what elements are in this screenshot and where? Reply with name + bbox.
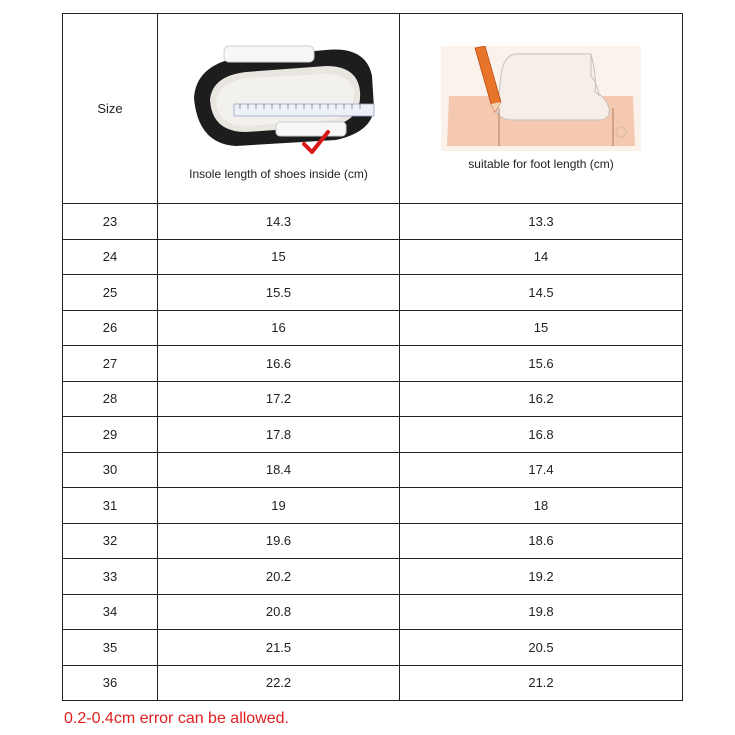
size-cell: 24 <box>63 239 158 275</box>
insole-cell: 18.4 <box>158 452 400 488</box>
size-cell: 30 <box>63 452 158 488</box>
foot-cell: 16.8 <box>400 417 683 453</box>
insole-header-label: Insole length of shoes inside (cm) <box>189 167 368 181</box>
table-row <box>63 488 683 524</box>
size-cell: 34 <box>63 594 158 630</box>
insole-cell: 14.3 <box>158 204 400 240</box>
table-row <box>63 275 683 311</box>
size-cell: 26 <box>63 310 158 346</box>
foot-cell: 17.4 <box>400 452 683 488</box>
insole-cell: 20.2 <box>158 559 400 595</box>
table-row <box>63 630 683 666</box>
foot-header <box>400 14 683 204</box>
shoe-insole-photo <box>176 36 381 161</box>
table-row <box>63 310 683 346</box>
table-row <box>63 523 683 559</box>
foot-cell: 19.2 <box>400 559 683 595</box>
foot-cell: 18.6 <box>400 523 683 559</box>
foot-cell: 13.3 <box>400 204 683 240</box>
size-cell: 29 <box>63 417 158 453</box>
size-chart-table <box>62 13 683 701</box>
table-row <box>63 381 683 417</box>
foot-cell: 16.2 <box>400 381 683 417</box>
insole-cell: 15.5 <box>158 275 400 311</box>
error-tolerance-note: 0.2-0.4cm error can be allowed. <box>64 710 289 727</box>
insole-cell: 19 <box>158 488 400 524</box>
table-row <box>63 559 683 595</box>
size-cell: 23 <box>63 204 158 240</box>
table-row <box>63 417 683 453</box>
table-row <box>63 204 683 240</box>
insole-cell: 19.6 <box>158 523 400 559</box>
size-cell: 27 <box>63 346 158 382</box>
foot-cell: 14.5 <box>400 275 683 311</box>
insole-cell: 20.8 <box>158 594 400 630</box>
insole-cell: 16 <box>158 310 400 346</box>
foot-cell: 15 <box>400 310 683 346</box>
foot-header-label: suitable for foot length (cm) <box>468 157 614 171</box>
size-cell: 33 <box>63 559 158 595</box>
insole-cell: 17.8 <box>158 417 400 453</box>
insole-cell: 22.2 <box>158 665 400 701</box>
insole-header <box>158 14 400 204</box>
size-cell: 35 <box>63 630 158 666</box>
size-header: Size <box>63 14 158 204</box>
foot-measure-illustration <box>441 46 641 151</box>
foot-cell: 20.5 <box>400 630 683 666</box>
table-row <box>63 452 683 488</box>
insole-cell: 17.2 <box>158 381 400 417</box>
size-cell: 36 <box>63 665 158 701</box>
foot-cell: 19.8 <box>400 594 683 630</box>
table-row <box>63 665 683 701</box>
foot-cell: 21.2 <box>400 665 683 701</box>
insole-cell: 16.6 <box>158 346 400 382</box>
foot-cell: 18 <box>400 488 683 524</box>
table-row <box>63 239 683 275</box>
header-row <box>63 14 683 204</box>
size-cell: 31 <box>63 488 158 524</box>
size-cell: 28 <box>63 381 158 417</box>
size-cell: 32 <box>63 523 158 559</box>
insole-cell: 15 <box>158 239 400 275</box>
table-row <box>63 594 683 630</box>
size-cell: 25 <box>63 275 158 311</box>
insole-cell: 21.5 <box>158 630 400 666</box>
foot-cell: 15.6 <box>400 346 683 382</box>
table-row <box>63 346 683 382</box>
foot-cell: 14 <box>400 239 683 275</box>
